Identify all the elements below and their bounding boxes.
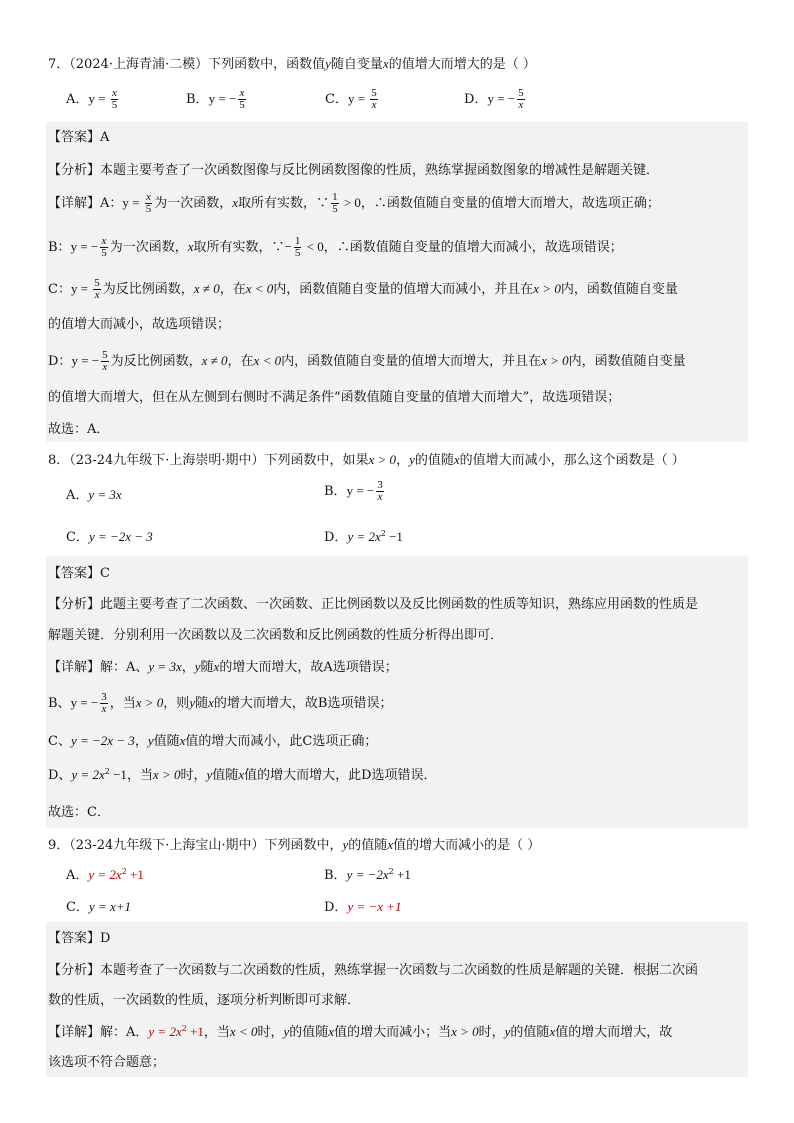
- fraction: $\frac{5}{x}$: [102, 349, 108, 373]
- q8-analysis-2: 解题关键．分别利用一次函数以及二次函数和反比例函数的性质分析得出即可．: [48, 628, 504, 643]
- q9-analysis-1: 【分析】本题考查了一次函数与二次函数的性质，熟练掌握一次函数与二次函数的性质是解题的关键．根据二次函: [48, 963, 699, 978]
- q9-option-b: B．$y = -2x^2 +1$: [324, 867, 411, 883]
- q8-analysis-1: 【分析】此题主要考查了二次函数、一次函数、正比例函数以及反比例函数的性质等知识，熟练应用函数的性质是: [48, 597, 699, 612]
- q8-option-b: B．y = − $\frac{3}{x}$: [324, 479, 383, 503]
- q8-detail-line-3: C、y = −2x − 3，y值随x值的增大而减小，此C选项正确；: [48, 733, 378, 749]
- q7-detail-line-4b: 的值增大而增大，但在从左侧到右侧时不满足条件“函数值随自变量的值增大而增大”，故选项错误；: [48, 390, 621, 405]
- q7-analysis: 【分析】本题主要考查了一次函数图像与反比例函数图像的性质，熟练掌握函数图象的增减性是解题关键．: [48, 163, 660, 178]
- q7-option-a: A．y = $\frac{x}{5}$: [66, 87, 118, 111]
- q8-detail-line-2: B、y = − $\frac{3}{x}$ ，当x > 0，则y随x的增大而增大，故B选项错误；: [48, 691, 393, 715]
- q8-detail-line-1: 【详解】解：A、y = 3x，y随x的增大而增大，故A选项错误；: [48, 659, 398, 675]
- q8-option-d: D．$y = 2x^2 -1$: [324, 529, 403, 545]
- q9-option-a: A．$y = 2x^2 +1$: [66, 867, 144, 883]
- q7-option-b: B．y = − $\frac{x}{5}$: [186, 87, 245, 111]
- fraction: $\frac{5}{x}$: [518, 87, 524, 111]
- q7-option-d: D．y = − $\frac{5}{x}$: [464, 87, 524, 111]
- q9-stem: 9．（23-24九年级下·上海宝山·期中）下列函数中，y的值随x值的增大而减小的是（ ）: [48, 837, 541, 853]
- q9-answer: 【答案】D: [48, 931, 111, 946]
- fraction: $\frac{x}{5}$: [101, 235, 107, 259]
- q9-analysis-2: 数的性质，一次函数的性质，逐项分析判断即可求解．: [48, 993, 361, 1008]
- q7-detail-line-3: C：y = $\frac{5}{x}$ 为反比例函数，x ≠ 0，在x < 0内，函数值随自变量的值增大而减小，并且在x > 0内，函数值随自变量: [48, 277, 678, 301]
- q7-option-c: C．y = $\frac{5}{x}$: [325, 87, 377, 111]
- fraction: $\frac{x}{5}$: [111, 87, 118, 111]
- q7-answer: 【答案】A: [48, 130, 110, 145]
- q7-stem: 7．（2024·上海青浦·二模）下列函数中，函数值y随自变量x的值增大而增大的是（ ）: [48, 56, 536, 72]
- fraction: $\frac{x}{5}$: [239, 87, 245, 111]
- fraction: $\frac{5}{x}$: [371, 87, 377, 111]
- q7-detail-line-3b: 的值增大而减小，故选项错误；: [48, 317, 231, 332]
- q7-detail-line-1: 【详解】A：y = $\frac{x}{5}$ 为一次函数，x取所有实数，∵ $\frac{1}{5}$ > 0，∴函数值随自变量的值增大而增大，故选项正确；: [48, 191, 660, 215]
- q9-detail-line-2: 该选项不符合题意；: [48, 1055, 166, 1070]
- q8-option-c: C．y = −2x − 3: [66, 529, 153, 545]
- q9-detail-line-1: 【详解】解：A．$y = 2x^2 +1$，当x < 0时，y的值随x值的增大而减小；当x > 0时，y的值随x值的增大而增大，故: [48, 1024, 673, 1040]
- fraction: $\frac{3}{x}$: [377, 479, 383, 503]
- q8-stem: 8．（23-24九年级下·上海崇明·期中）下列函数中，如果x > 0，y的值随x的值增大而减小，那么这个函数是（ ）: [48, 452, 685, 468]
- q8-option-a: A．y = 3x: [66, 487, 122, 503]
- q7-choose: 故选：A．: [48, 422, 110, 437]
- fraction: $\frac{5}{x}$: [94, 277, 100, 301]
- q9-option-d: D．y = −x +1: [324, 899, 402, 915]
- q7-detail-line-4: D：y = − $\frac{5}{x}$ 为反比例函数，x ≠ 0，在x < 0内，函数值随自变量的值增大而增大，并且在x > 0内，函数值随自变量: [48, 349, 686, 373]
- fraction: $\frac{1}{5}$: [294, 235, 301, 259]
- fraction: $\frac{x}{5}$: [145, 191, 152, 215]
- q8-answer: 【答案】C: [48, 566, 110, 581]
- fraction: $\frac{1}{5}$: [332, 191, 338, 215]
- q8-choose: 故选：C．: [48, 805, 110, 820]
- fraction: $\frac{3}{x}$: [101, 691, 107, 715]
- q8-detail-line-4: D、$y = 2x^2 -1$，当x > 0时，y值随x值的增大而增大，此D选项错误．: [48, 767, 437, 783]
- q7-detail-line-2: B：y = − $\frac{x}{5}$ 为一次函数，x取所有实数，∵− $\frac{1}{5}$ < 0，∴函数值随自变量的值增大而减小，故选项错误；: [48, 235, 623, 259]
- q9-option-c: C．y = x+1: [66, 899, 132, 915]
